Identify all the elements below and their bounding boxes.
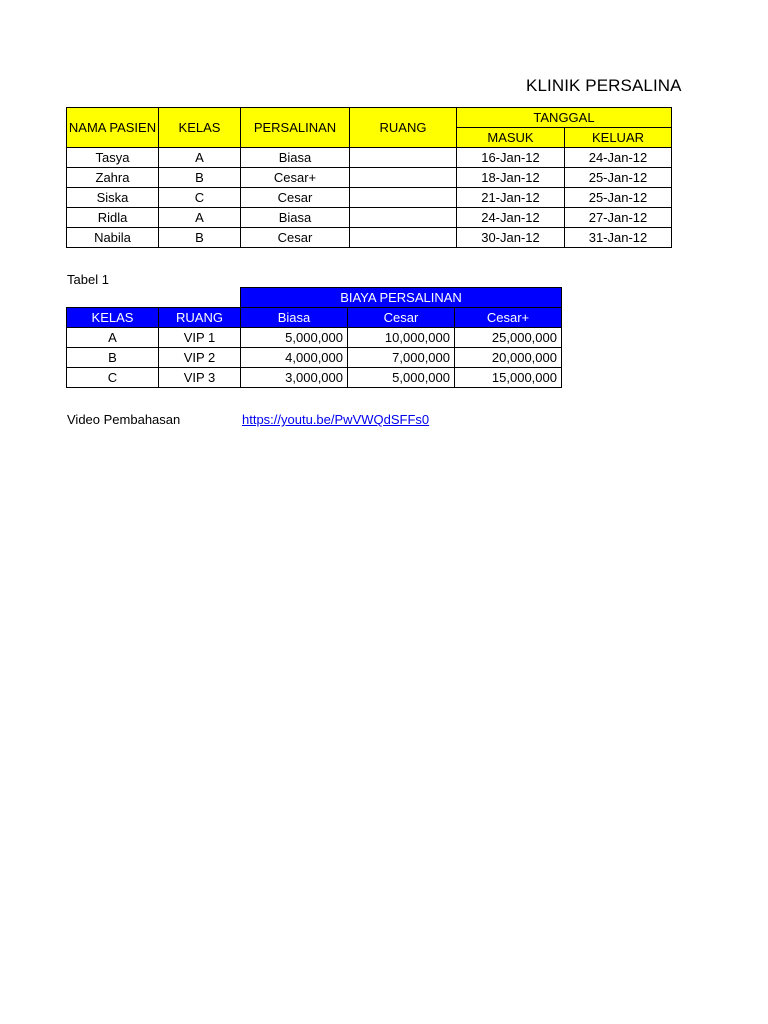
cell-nama: Siska xyxy=(67,188,159,208)
cell-masuk: 18-Jan-12 xyxy=(457,168,565,188)
cell-persalinan: Cesar+ xyxy=(241,168,350,188)
header-ruang: RUANG xyxy=(159,308,241,328)
header-biasa: Biasa xyxy=(241,308,348,328)
cell-nama: Tasya xyxy=(67,148,159,168)
cell-cesar-plus: 25,000,000 xyxy=(455,328,562,348)
cell-kelas: B xyxy=(67,348,159,368)
cell-nama: Ridla xyxy=(67,208,159,228)
cell-kelas: B xyxy=(159,228,241,248)
cell-ruang xyxy=(350,188,457,208)
cell-cesar: 10,000,000 xyxy=(348,328,455,348)
cell-kelas: A xyxy=(159,208,241,228)
table-row xyxy=(67,368,562,388)
tabel-label: Tabel 1 xyxy=(67,272,109,287)
cell-persalinan: Cesar xyxy=(241,188,350,208)
header-kelas: KELAS xyxy=(159,108,241,148)
cell-kelas: A xyxy=(67,328,159,348)
cell-cesar-plus: 20,000,000 xyxy=(455,348,562,368)
cell-keluar: 31-Jan-12 xyxy=(565,228,672,248)
header-biaya-persalinan: BIAYA PERSALINAN xyxy=(241,288,562,308)
cell-cesar: 5,000,000 xyxy=(348,368,455,388)
cell-biasa: 5,000,000 xyxy=(241,328,348,348)
cell-persalinan: Cesar xyxy=(241,228,350,248)
table-row xyxy=(67,188,672,208)
cell-ruang xyxy=(350,208,457,228)
cell-keluar: 24-Jan-12 xyxy=(565,148,672,168)
cell-nama: Nabila xyxy=(67,228,159,248)
cell-keluar: 25-Jan-12 xyxy=(565,168,672,188)
cell-biasa: 4,000,000 xyxy=(241,348,348,368)
cell-kelas: C xyxy=(67,368,159,388)
header-tanggal: TANGGAL xyxy=(457,108,672,128)
video-label: Video Pembahasan xyxy=(67,412,181,427)
cell-masuk: 24-Jan-12 xyxy=(457,208,565,228)
cell-kelas: A xyxy=(159,148,241,168)
table-row xyxy=(67,348,562,368)
table-row xyxy=(67,228,672,248)
fee-table xyxy=(66,287,562,388)
cell-ruang xyxy=(350,148,457,168)
cell-keluar: 25-Jan-12 xyxy=(565,188,672,208)
cell-persalinan: Biasa xyxy=(241,148,350,168)
cell-cesar-plus: 15,000,000 xyxy=(455,368,562,388)
cell-kelas: C xyxy=(159,188,241,208)
cell-biasa: 3,000,000 xyxy=(241,368,348,388)
cell-persalinan: Biasa xyxy=(241,208,350,228)
cell-ruang xyxy=(350,228,457,248)
header-persalinan: PERSALINAN xyxy=(241,108,350,148)
cell-cesar: 7,000,000 xyxy=(348,348,455,368)
cell-kelas: B xyxy=(159,168,241,188)
header-cesar: Cesar xyxy=(348,308,455,328)
cell-ruang: VIP 2 xyxy=(159,348,241,368)
cell-masuk: 30-Jan-12 xyxy=(457,228,565,248)
patient-table xyxy=(66,107,672,248)
cell-ruang: VIP 3 xyxy=(159,368,241,388)
header-ruang: RUANG xyxy=(350,108,457,148)
header-cesar-plus: Cesar+ xyxy=(455,308,562,328)
video-link[interactable]: https://youtu.be/PwVWQdSFFs0 xyxy=(242,412,430,427)
header-masuk: MASUK xyxy=(457,128,565,148)
cell-masuk: 16-Jan-12 xyxy=(457,148,565,168)
blank-cell xyxy=(159,288,241,308)
cell-ruang: VIP 1 xyxy=(159,328,241,348)
page-title: KLINIK PERSALINA xyxy=(526,76,682,95)
table-row xyxy=(67,208,672,228)
table-row xyxy=(67,168,672,188)
table-row xyxy=(67,148,672,168)
cell-masuk: 21-Jan-12 xyxy=(457,188,565,208)
cell-ruang xyxy=(350,168,457,188)
header-kelas: KELAS xyxy=(67,308,159,328)
cell-nama: Zahra xyxy=(67,168,159,188)
blank-cell xyxy=(67,288,159,308)
header-keluar: KELUAR xyxy=(565,128,672,148)
header-nama-pasien: NAMA PASIEN xyxy=(67,108,159,148)
cell-keluar: 27-Jan-12 xyxy=(565,208,672,228)
table-row xyxy=(67,328,562,348)
